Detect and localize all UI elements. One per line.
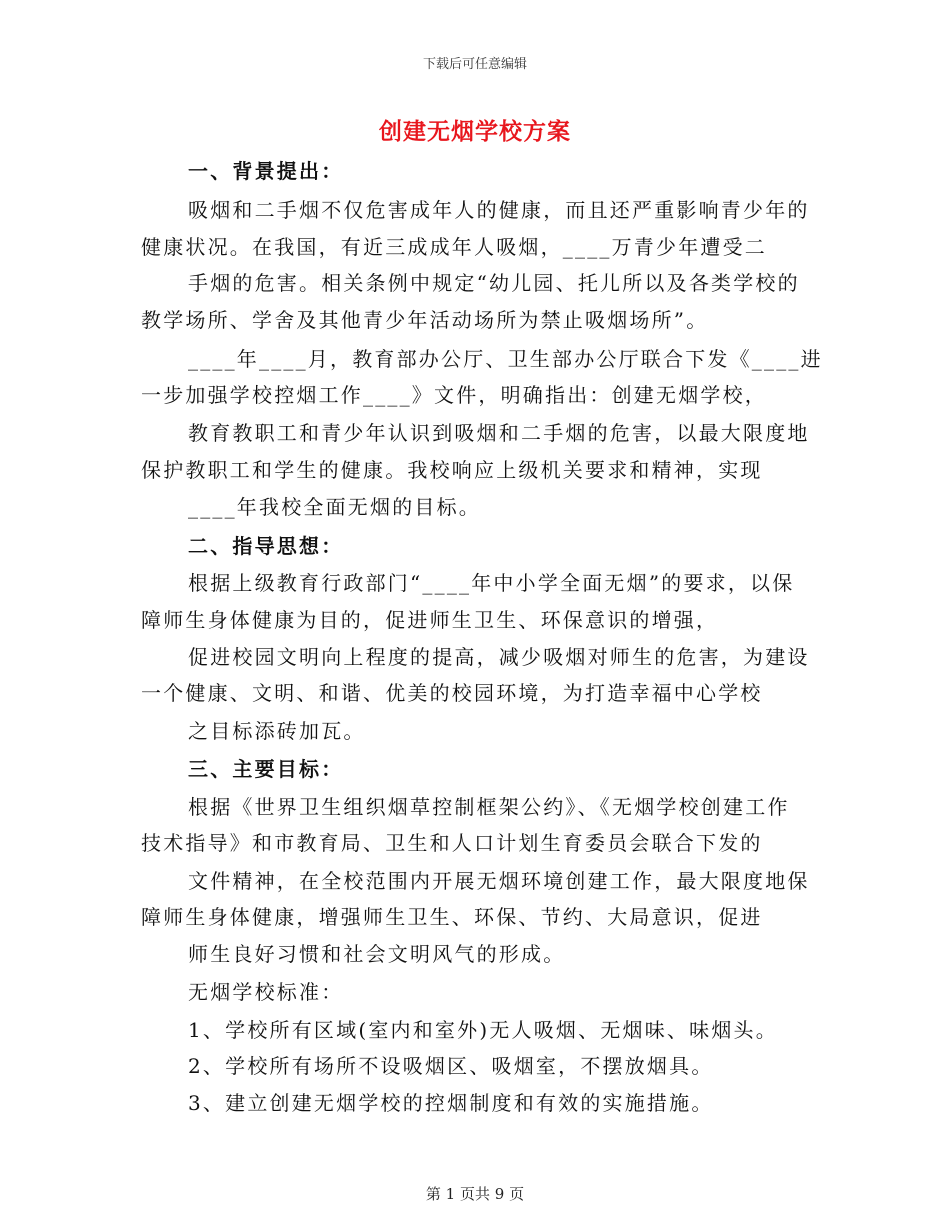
body-text-line: 1、学校所有区域(室内和室外)无人吸烟、无烟味、味烟头。 [188, 1018, 778, 1042]
body-text-line: 促进校园文明向上程度的提高，减少吸烟对师生的危害，为建设 [188, 645, 810, 669]
body-text-line: 根据《世界卫生组织烟草控制框架公约》、《无烟学校创建工作 [188, 795, 790, 819]
body-text-line: 无烟学校标准： [188, 980, 344, 1004]
body-text-line: 健康状况。在我国，有近三成成年人吸烟，____万青少年遭受二 [141, 235, 767, 259]
body-text-line: 吸烟和二手烟不仅危害成年人的健康，而且还严重影响青少年的 [188, 198, 810, 222]
body-text-line: 教学场所、学舍及其他青少年活动场所为禁止吸烟场所”。 [141, 308, 709, 332]
section-heading: 一、背景提出： [188, 159, 344, 183]
page-header: 下载后可任意编辑 [422, 57, 527, 72]
body-text-line: 2、学校所有场所不设吸烟区、吸烟室，不摆放烟具。 [188, 1054, 714, 1078]
body-text-line: 手烟的危害。相关条例中规定“幼儿园、托儿所以及各类学校的 [188, 271, 800, 295]
body-text-line: ____年____月，教育部办公厅、卫生部办公厅联合下发《____进 [188, 347, 823, 371]
page-footer: 第 1 页共 9 页 [425, 1185, 525, 1203]
body-text-line: 文件精神，在全校范围内开展无烟环境创建工作，最大限度地保 [188, 869, 810, 893]
body-text-line: 障师生身体健康，增强师生卫生、环保、节约、大局意识，促进 [141, 905, 763, 929]
body-text-line: 教育教职工和青少年认识到吸烟和二手烟的危害，以最大限度地 [188, 421, 810, 445]
body-text-line: 保护教职工和学生的健康。我校响应上级机关要求和精神，实现 [141, 458, 763, 482]
body-text-line: 一步加强学校控烟工作____》文件，明确指出：创建无烟学校， [141, 383, 767, 407]
body-text-line: 3、建立创建无烟学校的控烟制度和有效的实施措施。 [188, 1091, 714, 1115]
section-heading: 二、指导思想： [188, 534, 344, 558]
body-text-line: 一个健康、文明、和谐、优美的校园环境，为打造幸福中心学校 [141, 681, 763, 705]
body-text-line: 障师生身体健康为目的，促进师生卫生、环保意识的增强， [141, 608, 719, 632]
body-text-line: 师生良好习惯和社会文明风气的形成。 [188, 942, 566, 966]
body-text-line: 根据上级教育行政部门“____年中小学全面无烟”的要求，以保 [188, 571, 795, 595]
document-title: 创建无烟学校方案 [379, 118, 571, 145]
body-text-line: 技术指导》和市教育局、卫生和人口计划生育委员会联合下发的 [141, 831, 763, 855]
section-heading: 三、主要目标： [188, 757, 344, 781]
body-text-line: ____年我校全面无烟的目标。 [188, 495, 481, 519]
body-text-line: 之目标添砖加瓦。 [188, 719, 366, 743]
